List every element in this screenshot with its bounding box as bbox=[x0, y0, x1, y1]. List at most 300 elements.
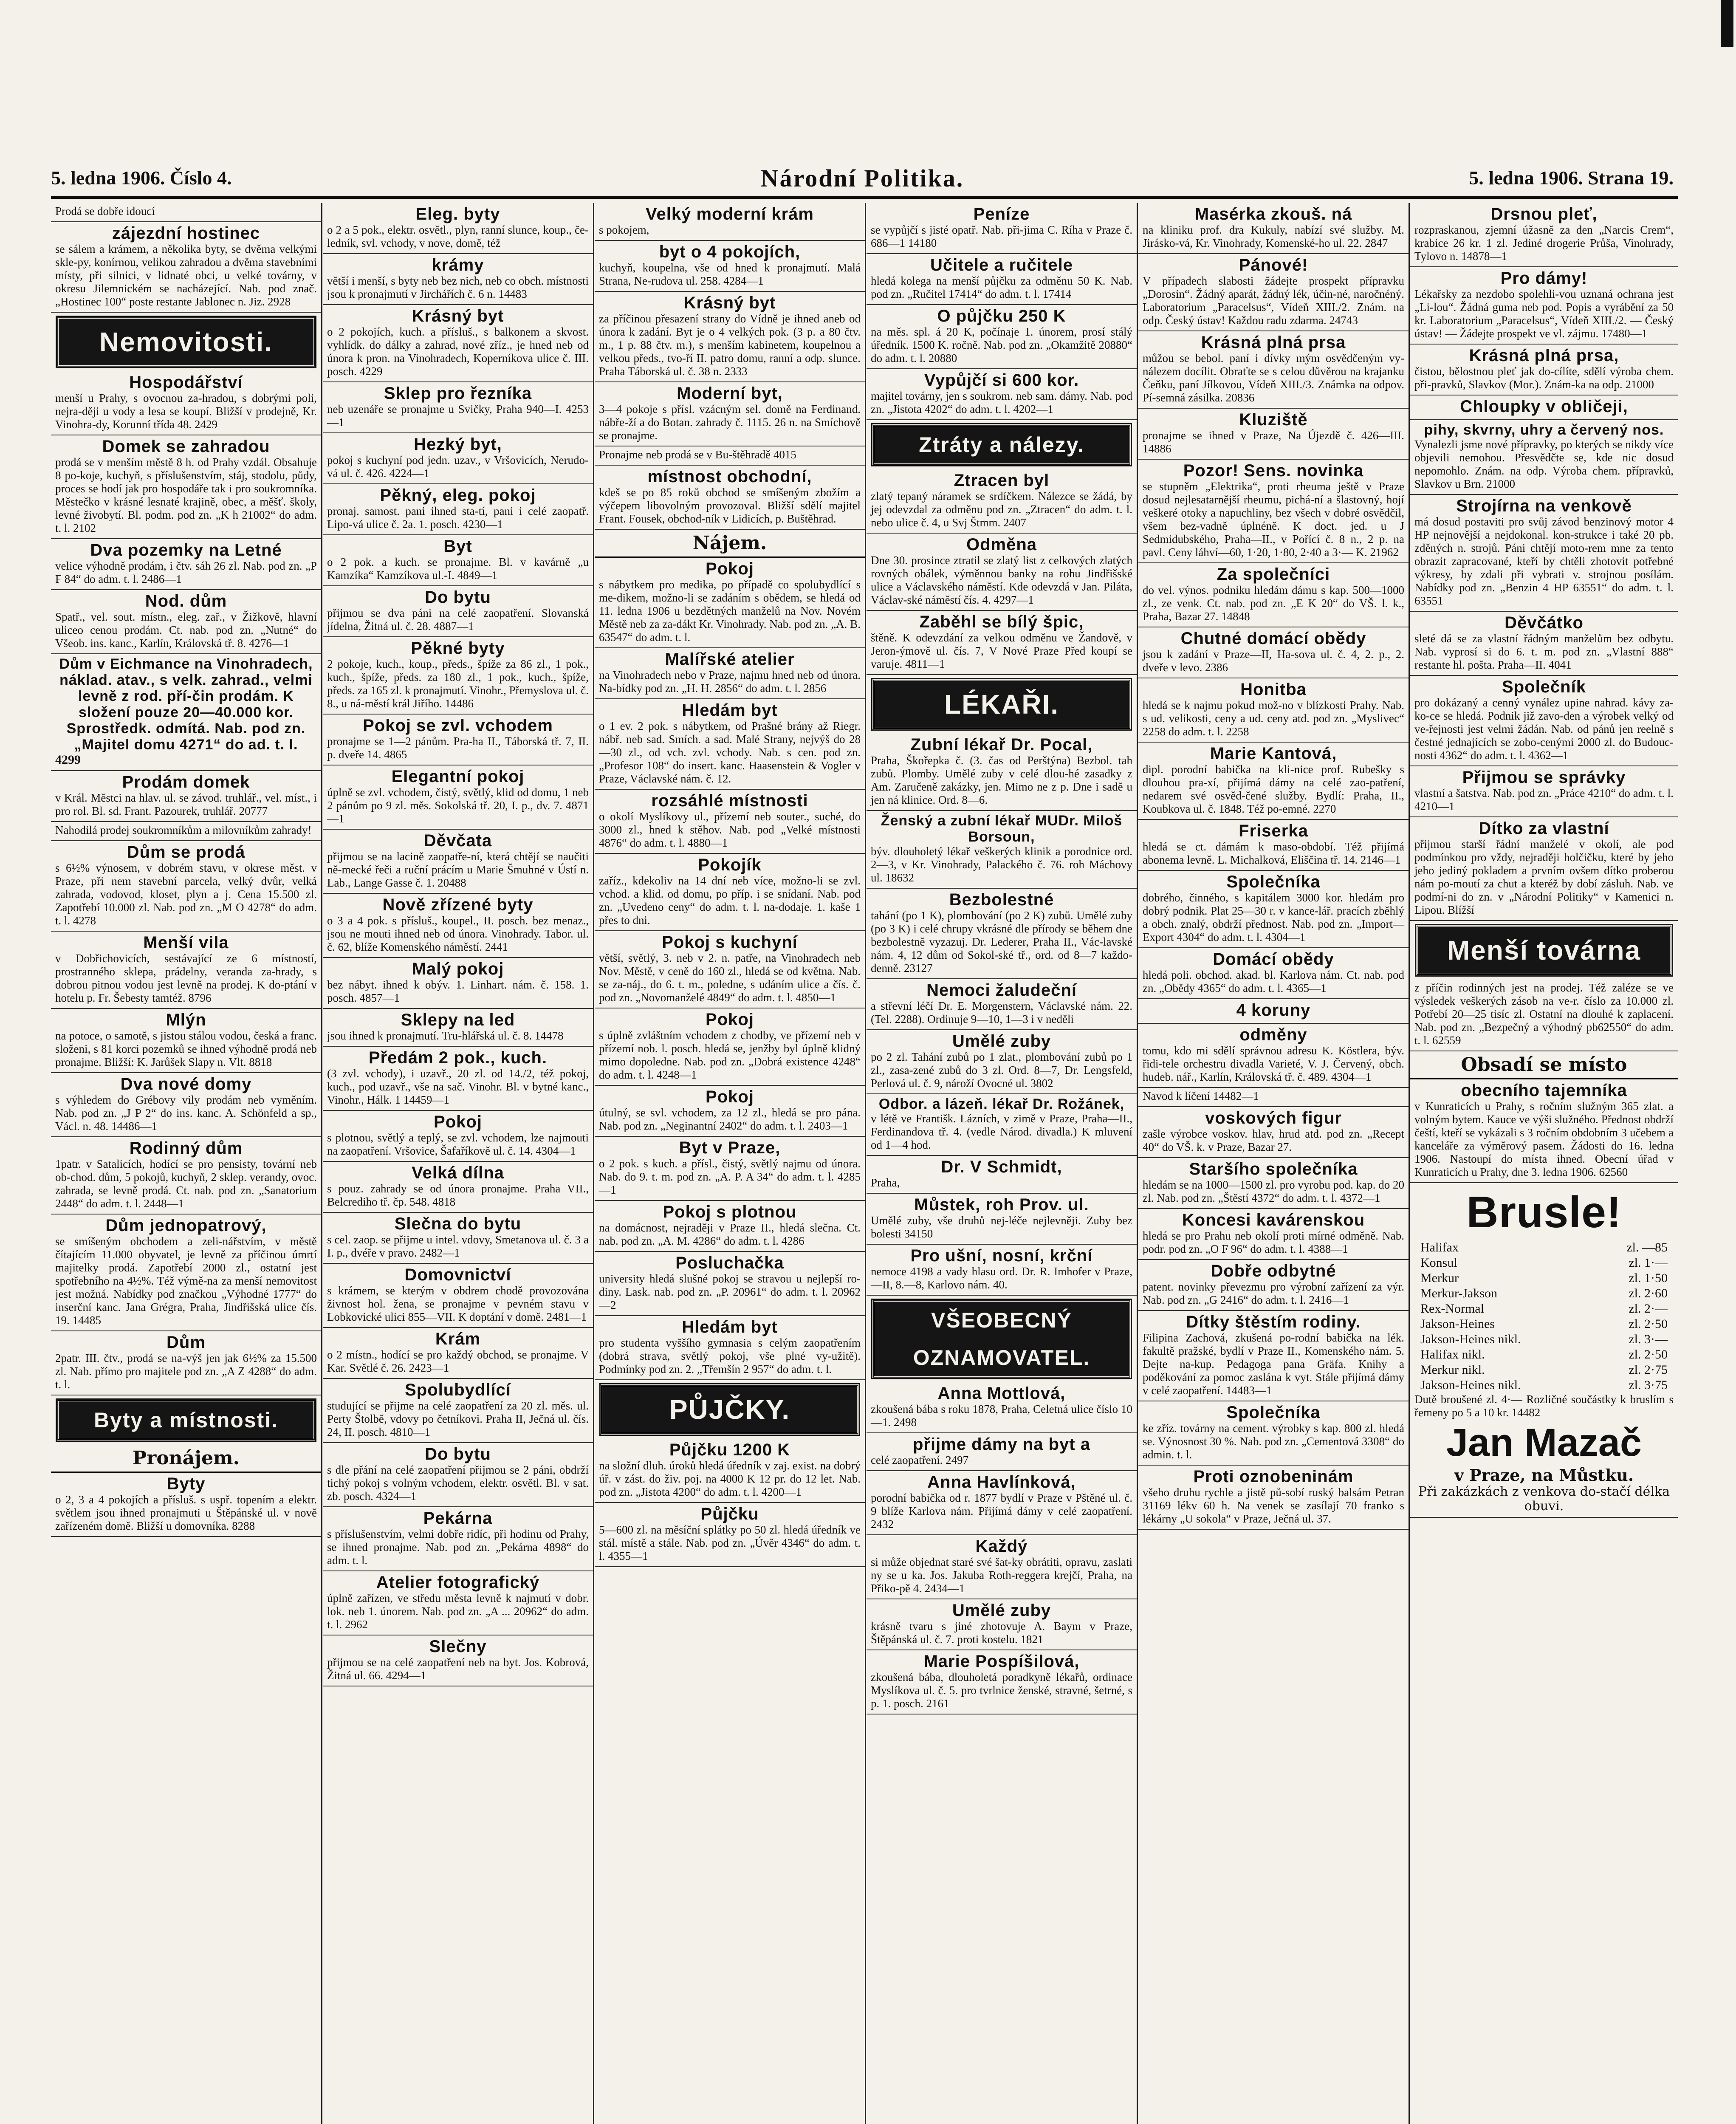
classified-ad bbox=[51, 654, 321, 771]
ad-title: Společníka bbox=[1226, 1403, 1321, 1422]
ad-title: Mlýn bbox=[166, 1011, 206, 1029]
ad-body: bez nábyt. ihned k obýv. 1. Linhart. nám. č. 158. 1. posch. 4857—1 bbox=[327, 978, 589, 1004]
ad-body: na potoce, o samotě, s jistou stálou vodou, česká a franc. složeni, s 81 korci pozemků se ihned výhodně prodá neb pronajme. Bližší: K. Jarůšek Slapy n. Vlt. 8818 bbox=[55, 1029, 317, 1068]
classified-ad bbox=[51, 841, 321, 932]
ad-title: Zaběhl se bílý špic, bbox=[919, 613, 1084, 631]
ad-body: university hledá slušné pokoj se stravou u nejlepší ro-diny. Lask. nab. pod zn. „P. 20961“ do adm. t. l. 20962—2 bbox=[599, 1272, 861, 1311]
ad-title: Ztracen byl bbox=[954, 471, 1050, 490]
column-5 bbox=[1138, 203, 1410, 2124]
ad-title: Do bytu bbox=[425, 588, 491, 607]
classified-ad bbox=[51, 822, 321, 841]
ad-title: krámy bbox=[432, 256, 484, 274]
ad-body: na Vinohradech nebo v Praze, najmu hned neb od února. Na-bídky pod zn. „H. H. 2856“ do adm. t. l. 2856 bbox=[599, 669, 861, 695]
ad-body: v Král. Městci na hlav. ul. se závod. truhlář., vel. míst., i pro rol. Bl. sd. Frant. Pazourek, truhlář. 20777 bbox=[55, 791, 317, 817]
header-date-right: 5. ledna 1906. Strana 19. bbox=[1469, 167, 1674, 189]
ad-title: Krásná plná prsa, bbox=[1469, 346, 1619, 365]
brusle-title: Brusle! bbox=[1466, 1188, 1622, 1237]
ad-body: zkoušená bába, dlouholetá poradkyně lékařů, ordinace Myslíkova ul. č. 5. pro tvrlnice ženské, stravné, šetrné, s p. 1. posch. 2161 bbox=[871, 1671, 1132, 1710]
ad-body: s pouz. zahrady se od února pronajme. Praha VII., Belcrediho tř. čp. 548. 4818 bbox=[327, 1182, 589, 1208]
classified-columns bbox=[51, 203, 1678, 2124]
section-banner: LÉKAŘI. bbox=[872, 679, 1131, 729]
ad-title: Dům v Eichmance na Vinohradech, náklad. atav., s velk. zahrad., velmi levně z rod. pří-čin prodám. K složení pouze 20—40.000 kor. Sprostředk. odmítá. Nab. pod zn. „Majitel domu 4271“ do ad. t. l. bbox=[59, 656, 313, 753]
classified-ad bbox=[1138, 1088, 1409, 1107]
classified-ad bbox=[595, 1201, 865, 1252]
classified-ad bbox=[323, 305, 593, 382]
classified-ad bbox=[323, 637, 593, 715]
classified-ad bbox=[323, 1443, 593, 1507]
ad-body: úplně se zvl. vchodem, čistý, světlý, klid od domu, 1 neb 2 pánům po 9 zl. měs. Sokolská tř. 20, I. p., dv. 7. 4871—1 bbox=[327, 786, 589, 825]
price-unit: zl. bbox=[1629, 1332, 1641, 1346]
ad-body: 5—600 zl. na měsíční splátky po 50 zl. hledá úředník ve stál. místě a stále. Nab. pod zn. „Úvěr 4346“ do adm. t. l. 4355—1 bbox=[599, 1523, 861, 1562]
ad-body: o 1 ev. 2 pok. s nábytkem, od Prašné brány až Riegr. nábř. neb sad. Smích. a sad. Malé Strany, nejvýš do 28—30 zl., od vch. zvl. vchody. Nab. s cen. pod zn. „Profesor 108“ do insert. kanc. Haasenstein & Vogler v Praze, Václavské nám. č. 12. bbox=[599, 720, 861, 785]
ad-body: s příslušenstvím, velmi dobře ridíc, při hodinu od Prahy, se ihned pronajme. Nab. pod zn. „Pekárna 4898“ do adm. t. l. bbox=[327, 1528, 589, 1567]
ad-title: Pokoj bbox=[434, 1113, 482, 1131]
classified-ad bbox=[595, 382, 865, 446]
column-3 bbox=[595, 203, 866, 2124]
ad-body: pronajme se ihned v Praze, Na Újezdě č. 426—III. 14886 bbox=[1143, 429, 1404, 455]
ad-body: o 2 a 5 pok., elektr. osvětl., plyn, ranní slunce, koup., če-ledník, svl. vchody, v nove, domě, též bbox=[327, 223, 589, 249]
ad-body: rozpraskanou, zjemní úžasně za den „Narcis Crem“, krabice 26 kr. 1 zl. Jediné drogerie Průša, Vinohrady, Tylovo n. 14878—1 bbox=[1414, 223, 1674, 263]
classified-ad bbox=[51, 590, 321, 654]
ad-title: Hledám byt bbox=[682, 1318, 778, 1336]
ad-body: na měs. spl. á 20 K, počínaje 1. únorem, prosí stálý úředník. 1500 K. ročně. Nab. pod zn. „Okamžitě 20880“ do adm. t. l. 20880 bbox=[871, 325, 1132, 364]
ad-title: Do bytu bbox=[425, 1445, 491, 1463]
price-row bbox=[1414, 1301, 1674, 1316]
classified-ad bbox=[595, 648, 865, 699]
ad-title: Eleg. byty bbox=[415, 205, 500, 223]
ad-body: hledá kolega na menší půjčku za odměnu 50 K. Nab. pod zn. „Ručitel 17414“ do adm. t. l. 17414 bbox=[871, 274, 1132, 300]
ad-title: Přijmou se správky bbox=[1462, 768, 1626, 787]
ad-body: zašle výrobce voskov. hlav, hrud atd. pod zn. „Recept 40“ do VŠ. k. v Praze, Bazar 27. bbox=[1143, 1127, 1404, 1153]
ad-body: v Dobřichovicích, sestávající ze 6 místností, prostranného sklepa, prádelny, veranda za-hrady, s dobrou pitnou vodou jest levně na prodej. K do-ptání v hotelu p. Fr. Šebesty tamtéž. 8796 bbox=[55, 952, 317, 1004]
ad-body: pronajme se 1—2 pánům. Pra-ha II., Táborská tř. 7, II. p. dveře 14. 4865 bbox=[327, 735, 589, 761]
ad-body: patent. novinky převezmu pro výrobní zařízení za výr. Nab. pod zn. „G 2416“ do adm. t. l. 2416—1 bbox=[1143, 1280, 1404, 1306]
ad-body: z příčin rodinných jest na prodej. Též zaléze se ve výsledek veškerých zásob na ve-r. číslo za 10.000 zl. Potřebí 20—25 tisíc zl. Ostatní na dlouhé k zaplacení. Nab. pod zn. „Bezpečný a výhodný pb62550“ do adm. t. l. 62559 bbox=[1414, 981, 1674, 1047]
classified-ad bbox=[1410, 766, 1678, 817]
ad-title: Malířské atelier bbox=[665, 650, 795, 669]
ad-title: Anna Mottlová, bbox=[937, 1384, 1066, 1403]
ad-body: Praha, bbox=[871, 1176, 900, 1189]
classified-ad bbox=[595, 1008, 865, 1086]
ad-title: Byt v Praze, bbox=[679, 1138, 781, 1157]
ad-body: o 2 místn., hodící se pro každý obchod, se pronajme. V Kar. Světlé č. 26. 2423—1 bbox=[327, 1348, 589, 1374]
classified-ad bbox=[323, 1571, 593, 1635]
ad-title: Dům jednopatrový, bbox=[105, 1216, 267, 1235]
classified-ad bbox=[1410, 345, 1678, 395]
classified-ad bbox=[1138, 678, 1409, 743]
classified-ad bbox=[1138, 1209, 1409, 1260]
ad-title: pihy, skvrny, uhry a červený nos. bbox=[1424, 422, 1664, 438]
ad-body: 3—4 pokoje s přísl. vzácným sel. domě na Ferdinand. nábře-ží a do Botan. zahrady č. 1115. 26 n. na Smíchově se pronajme. bbox=[599, 403, 861, 442]
price-item-name: Merkur bbox=[1420, 1271, 1459, 1285]
ad-body: za příčinou přesazení strany do Vídně je ihned aneb od února k zadání. Byt je o 4 velkých pok. (3 p. a 80 čtv. m., 1 p. 88 čtv. m.), s menším kabinetem, koupelnou a velkou předs., tvo-ří II. patro domu, ranní a odp. slunce. Praha Táborská ul. č. 38 n. 2333 bbox=[599, 312, 861, 378]
ad-title: Společníka bbox=[1226, 873, 1321, 891]
page-header bbox=[51, 164, 1674, 196]
section-banner: Menší továrna bbox=[1416, 925, 1672, 975]
ad-title: místnost obchodní, bbox=[647, 467, 812, 486]
ad-title: Atelier fotografický bbox=[376, 1573, 540, 1592]
ad-body: jsou ihned k pronajmutí. Tru-hlářská ul. č. 8. 14478 bbox=[327, 1029, 564, 1042]
price-row bbox=[1414, 1362, 1674, 1378]
classified-ad bbox=[323, 894, 593, 958]
classified-ad bbox=[1138, 1401, 1409, 1466]
classified-ad bbox=[595, 241, 865, 292]
ad-title: Koncesi kavárenskou bbox=[1182, 1211, 1365, 1229]
classified-ad bbox=[1138, 1311, 1409, 1401]
classified-ad bbox=[323, 1635, 593, 1686]
classified-ad bbox=[1138, 743, 1409, 820]
classified-ad bbox=[51, 1073, 321, 1137]
ad-body: Filipina Zachová, zkušená po-rodní babička na lék. fakultě pražské, bydlí v Praze II., Komenského nám. 5. Dejte na-kup. Pedagoga pana Gräfa. Knihy a poděkování za pomoc zaslána k vyt. Stále přijímá dámy v celé zaopatření. 14483—1 bbox=[1143, 1331, 1404, 1397]
ad-body: a střevní léčí Dr. E. Morgenstern, Václavské nám. 22. (Tel. 2288). Ordinuje 9—10, 1—3 i v neděli bbox=[871, 1000, 1132, 1025]
classified-ad bbox=[867, 1650, 1137, 1714]
classified-ad bbox=[51, 435, 321, 539]
ad-body: majitel továrny, jen s soukrom. neb sam. dámy. Nab. pod zn. „Jistota 4202“ do adm. t. l. 4202—1 bbox=[871, 390, 1132, 415]
ad-body: studující se přijme na celé zaopatření za 20 zl. měs. ul. Perty Štolbě, vdovy po četníkovi. Praha II, Ječná ul. čís. 24, II. posch. 4810—1 bbox=[327, 1399, 589, 1438]
ad-title: Spolubydlící bbox=[405, 1381, 511, 1399]
ad-body: se vypůjčí s jisté opatř. Nab. při-jima C. Ríha v Praze č. 686—1 14180 bbox=[871, 223, 1132, 249]
classified-ad bbox=[1410, 1079, 1678, 1183]
classified-ad bbox=[323, 1213, 593, 1264]
ad-body: na domácnost, nejraději v Praze II., hledá slečna. Ct. nab. pod zn. „A. M. 4286“ do adm. t. l. 4286 bbox=[599, 1221, 861, 1247]
classified-ad bbox=[867, 1094, 1137, 1156]
ad-title: Učitele a ručitele bbox=[930, 256, 1073, 274]
price-row bbox=[1414, 1255, 1674, 1271]
ad-title: Malý pokoj bbox=[412, 960, 504, 978]
ad-title: Děvčata bbox=[423, 831, 492, 850]
classified-ad bbox=[867, 1471, 1137, 1535]
classified-ad bbox=[1138, 1158, 1409, 1209]
ad-title: Umělé zuby bbox=[952, 1601, 1051, 1620]
ad-title: Pozor! Sens. novinka bbox=[1183, 461, 1364, 480]
ad-title: Ženský a zubní lékař MUDr. Miloš Borsoun, bbox=[881, 813, 1123, 845]
classified-ad bbox=[1138, 1107, 1409, 1158]
price-row bbox=[1414, 1271, 1674, 1286]
classified-ad bbox=[1138, 203, 1409, 254]
price-item-name: Konsul bbox=[1420, 1256, 1457, 1270]
ad-title: Společník bbox=[1502, 678, 1586, 696]
ad-body: Vynalezli jsme nové přípravky, po kterých se nikdy více objevili nemohou. Přesvědčte se, kde nic dosud nepomohlo. Znám. na odp. Výroba chem. přípravků, Slavkov u Brn. 21000 bbox=[1414, 438, 1674, 490]
price-value: 2·60 bbox=[1644, 1286, 1668, 1300]
ad-body: s pokojem, bbox=[599, 223, 649, 236]
ad-body: na složní dluh. úroků hledá úředník v zaj. exist. na dobrý úř. v zást. do živ. poj. na 4000 K 12 pr. do 12 let. Nab. pod zn. „Jistota 4200“ do adm. t. l. 4200—1 bbox=[599, 1459, 861, 1498]
ad-body: s nábytkem pro medika, po případě co spolubydlící s me-dikem, možno-li se zadáním s obědem, se hledá od 11. ledna 1906 u bezdětných manželů na Nov. Novém Městě neb za za-dákt Kr. Vinohrady. Nab. pod zn. „A. B. 63547“ do adm. t. l. bbox=[599, 578, 861, 644]
ad-title: Domácí obědy bbox=[1213, 950, 1334, 969]
classified-ad bbox=[1138, 331, 1409, 409]
ad-body: 1patr. v Satalicích, hodící se pro pensisty, tovární neb ob-chod. dům, 5 pokojů, kuchyň, 2 sklep. verandy, ovoc. zahrada, se levně prodá. Ct. nab. pod zn. „Sanatorium 2448“ do adm. t. l. 2448—1 bbox=[55, 1158, 317, 1210]
ad-body: zlatý tepaný náramek se srdíčkem. Nálezce se žádá, by jej odevzdal za odměnu pod zn. „Ztracen“ do adm. t. l. nebo ulice č. 4, u Svj Štmm. 2407 bbox=[871, 490, 1132, 529]
ad-body: s krámem, se kterým v obdrem chodě provozována živnost hol. žena, se pronajme v pevném stavu v Lobkovické ulici 855—VII. K doptání v domě. 2481—1 bbox=[327, 1284, 589, 1323]
classified-ad bbox=[323, 254, 593, 305]
masthead: Národní Politika. bbox=[760, 164, 964, 192]
ad-title: Předám 2 pok., kuch. bbox=[368, 1048, 548, 1067]
classified-ad bbox=[323, 1379, 593, 1443]
price-value: 2·50 bbox=[1644, 1347, 1668, 1361]
price-unit: zl. bbox=[1629, 1378, 1641, 1392]
ad-body: Umělé zuby, vše druhů nej-léče nejlevněji. Zuby bez bolesti 34150 bbox=[871, 1214, 1132, 1240]
price-unit: zl. bbox=[1626, 1240, 1639, 1254]
brusle-ad bbox=[1410, 1183, 1678, 1518]
ad-title: Krám bbox=[435, 1330, 481, 1348]
classified-ad bbox=[323, 382, 593, 433]
ad-title: Chloupky v obličeji, bbox=[1460, 397, 1628, 416]
ad-title: Krásný byt bbox=[683, 294, 776, 312]
ad-title: Pro dámy! bbox=[1500, 269, 1588, 288]
brusle-price-list bbox=[1414, 1240, 1674, 1393]
classified-ad bbox=[323, 1009, 593, 1047]
brusle-footer: Dutě broušené zl. 4·— Rozličné součástky k bruslím s řemeny po 5 a 10 kr. 14482 bbox=[1414, 1393, 1674, 1419]
price-item-name: Jakson-Heines nikl. bbox=[1420, 1332, 1521, 1346]
price-value: 2·— bbox=[1644, 1302, 1668, 1316]
ad-title: Dva pozemky na Letné bbox=[90, 541, 282, 559]
classified-ad bbox=[1410, 676, 1678, 766]
ad-body: se sálem a krámem, a několika byty, se dvěma velkými skle-py, konírnou, velikou zahradou a dvěma stavebními místy, při silnici, v lidnaté obci, u velké továrny, v okresu Jilemnickém se nacházející. Nab. pod znač. „Hostinec 100“ poste restante Jablonec n. Jiz. 2928 bbox=[55, 243, 317, 308]
header-date-left: 5. ledna 1906. Číslo 4. bbox=[51, 167, 232, 189]
classified-ad bbox=[867, 889, 1137, 979]
ad-body: hledá se k najmu pokud mož-no v blízkosti Prahy. Nab. s ud. velikosti, ceny a ud. ceny atd. pod zn. „Myslivec“ 2258 do adm. t. l. 2258 bbox=[1143, 699, 1404, 738]
ad-title: Vypůjčí si 600 kor. bbox=[924, 371, 1079, 390]
ad-title: odměny bbox=[1239, 1025, 1307, 1044]
classified-ad bbox=[867, 1599, 1137, 1650]
ad-title: Dítko za vlastní bbox=[1479, 819, 1609, 838]
classified-ad bbox=[595, 1252, 865, 1316]
classified-ad bbox=[51, 371, 321, 435]
ad-body: krásně tvaru s jiné zhotovuje A. Baym v Praze, Štěpánská ul. č. 7. proti kostelu. 1821 bbox=[871, 1620, 1132, 1646]
ad-title: Posluchačka bbox=[675, 1254, 784, 1272]
classified-ad bbox=[867, 369, 1137, 420]
ad-body: V případech slabosti žádejte prospekt přípravku „Dorosin“. Žádný aparát, žádný lék, účin-né, naročnéný. Laboratorium „Paracelsus“, Vídeň XIII./2. Znám. na odp. Český ústav! Každou radu zdarma. 24743 bbox=[1143, 274, 1404, 327]
price-unit: zl. bbox=[1629, 1286, 1641, 1300]
ad-title: Krásná plná prsa bbox=[1201, 333, 1346, 352]
ad-title: Sklep pro řezníka bbox=[384, 384, 532, 403]
ad-body: Nahodilá prodej soukromníkům a milovníkům zahrady! bbox=[55, 824, 312, 836]
classified-ad bbox=[1138, 627, 1409, 678]
seller-note: Při zakázkách z venkova do-stačí délka obuvi. bbox=[1418, 1484, 1670, 1514]
ad-title: Pokoj se zvl. vchodem bbox=[363, 716, 553, 735]
ad-body: menší u Prahy, s ovocnou za-hradou, s dobrými poli, nejra-ději u vody a lesa se koupí. Bližší v prodejně, Kr. Vinohra-dy, Korunní třída 48. 2429 bbox=[55, 392, 317, 431]
ad-title: Za společníci bbox=[1217, 565, 1330, 584]
ad-body: přijmou starší řádní manželé v okolí, ale pod podmínkou pro vždy, nejraději holčičku, které by jeho jeho jediný pokladem a prvním ovšem dítko proberou nám po-moutí za chut a kteréž by dobí zásluh. Nab. ve podmí-ni do zn. v „Národní Politiky“ v Kamenici n. Lipou. Blížší bbox=[1414, 838, 1674, 916]
section-heading: Obsadí se místo bbox=[1410, 1051, 1678, 1079]
price-row bbox=[1414, 1332, 1674, 1347]
classified-ad bbox=[1410, 495, 1678, 612]
section-banner: Ztráty a nálezy. bbox=[872, 424, 1131, 465]
classified-ad bbox=[1410, 612, 1678, 676]
seller-place: v Praze, na Můstku. bbox=[1454, 1466, 1634, 1485]
classified-ad bbox=[51, 203, 321, 222]
ad-body: čistou, bělostnou pleť jak do-cílíte, sdělí výroba chem. při-pravků, Slavkov (Mor.). Znám-ka na odp. 21000 bbox=[1414, 365, 1674, 391]
ad-body: Prodá se dobře idoucí bbox=[55, 205, 155, 217]
ad-body: má dosud postaviti pro svůj závod benzinový motor 4 HP nejnovější a nejdokonal. kon-strukce i také 20 pb. zděných n. strojů. Páni chtějí moto-rem mne za tento obrazit zapracované, kteří by chtěli zhotovit potřebné výkresy, by zdali při vybrati v. strojnou posílám. Nabídky pod zn. „Benzin 4 HP 63551“ do adm. t. l. 63551 bbox=[1414, 515, 1674, 607]
classified-ad bbox=[867, 811, 1137, 889]
price-unit: zl. bbox=[1629, 1317, 1641, 1331]
ad-title: Velký moderní krám bbox=[646, 205, 814, 223]
ad-title: Pro ušní, nosní, krční bbox=[910, 1246, 1093, 1265]
ad-body: v Kunraticích u Prahy, s ročním služným 365 zlat. a volným bytem. Kauce ve výši služného. Přednost obdrží čeští, kteří se vykázali s 3 ročním obdobním 3 učebem a kanceláře za výměrový pasem. Žádosti do 16. ledna 1906. Nastoupí do místa ihned. Obecní úřad v Kunraticích u Prahy, dne 3. ledna 1906. 62560 bbox=[1414, 1100, 1674, 1178]
ad-title: Byty bbox=[167, 1474, 206, 1493]
classified-ad bbox=[323, 1162, 593, 1213]
ad-title: voskových figur bbox=[1205, 1109, 1342, 1127]
ad-body: s úplně zvláštním vchodem z chodby, ve přízemí neb v přízemí nob. l. posch. hledá se, jenžby byl úplně klidný mimo dopoledne. Nab. pod zn. „Dobrá existence 4248“ do adm. t. l. 4248—1 bbox=[599, 1029, 861, 1081]
classified-ad bbox=[595, 1316, 865, 1380]
ad-body: na kliniku prof. dra Kukuly, nabízí své služby. M. Jirásko-vá, Kr. Vinohrady, Komenské-ho ul. 22. 2847 bbox=[1143, 223, 1404, 249]
ad-body: s dle přání na celé zaopatření přijmou se 2 páni, obdrží tichý pokoj s volným vchodem, elektr. osvětl. Bl. v sat. zb. posch. 4324—1 bbox=[327, 1463, 589, 1503]
classified-ad bbox=[1138, 871, 1409, 948]
classified-ad bbox=[867, 1245, 1137, 1296]
ad-title: Staršího společníka bbox=[1189, 1160, 1358, 1178]
section-banner: Nemovitosti. bbox=[57, 317, 315, 367]
ad-title: Pokojík bbox=[698, 856, 762, 874]
ad-body: pokoj s kuchyní pod jedn. uzav., v Vršovicích, Nerudo-vá ul. č. 426. 4224—1 bbox=[327, 454, 589, 480]
classified-ad bbox=[323, 765, 593, 830]
ad-body: Navod k líčení 14482—1 bbox=[1143, 1090, 1259, 1102]
classified-ad bbox=[323, 958, 593, 1009]
classified-ad bbox=[595, 854, 865, 931]
classified-ad bbox=[51, 1009, 321, 1073]
ad-title: Můstek, roh Prov. ul. bbox=[914, 1195, 1089, 1214]
ad-title: Velká dílna bbox=[412, 1164, 504, 1182]
classified-ad bbox=[323, 203, 593, 254]
classified-ad bbox=[867, 1194, 1137, 1245]
ad-title: Půjčku 1200 K bbox=[669, 1440, 790, 1459]
ad-title: Masérka zkouš. ná bbox=[1194, 205, 1352, 223]
ad-title: Krásný byt bbox=[412, 307, 504, 325]
ad-body: celé zaopatření. 2497 bbox=[871, 1454, 969, 1466]
column-1 bbox=[51, 203, 322, 2124]
ad-body: hledá se ct. dámám k maso-období. Též přijímá abonema levně. L. Michalková, Eliščina tř. 14. 2146—1 bbox=[1143, 840, 1404, 866]
ad-title: Rodinný dům bbox=[129, 1139, 243, 1158]
price-item-name: Merkur-Jakson bbox=[1420, 1286, 1498, 1300]
ad-body: ke zříz. továrny na cement. výrobky s kap. 800 zl. hledá se. Výnosnost 30 %. Nab. pod zn. „Cementová 3308“ do admin. t. l. bbox=[1143, 1422, 1404, 1461]
ad-title: Domovnictví bbox=[404, 1265, 511, 1284]
classified-ad bbox=[1138, 820, 1409, 871]
ad-title: Hledám byt bbox=[682, 701, 778, 720]
scan-marker bbox=[1721, 0, 1733, 47]
seller-name: Jan Mazač bbox=[1446, 1421, 1642, 1464]
ad-title: Nově zřízené byty bbox=[382, 895, 534, 914]
ad-title: Elegantní pokoj bbox=[391, 767, 525, 786]
price-item-name: Rex-Normal bbox=[1420, 1302, 1484, 1316]
section-banner: Byty a místnosti. bbox=[57, 1400, 315, 1440]
ad-title: Umělé zuby bbox=[952, 1032, 1051, 1051]
price-value: 3·— bbox=[1644, 1332, 1668, 1346]
ad-body: s plotnou, světlý a teplý, se zvl. vchodem, lze najmouti na zaopatření. Vršovice, Šafaříkově ul. č. 14. 4304—1 bbox=[327, 1131, 589, 1157]
price-value: 1·50 bbox=[1644, 1271, 1668, 1285]
price-value: —85 bbox=[1642, 1240, 1668, 1254]
ad-body: nemoce 4198 a vady hlasu ord. Dr. R. Imhofer v Praze, —II, 8.—8, Karlovo nám. 40. bbox=[871, 1265, 1132, 1291]
classified-ad bbox=[323, 433, 593, 484]
classified-ad bbox=[867, 203, 1137, 254]
classified-ad bbox=[595, 1137, 865, 1201]
ad-body: s 6½% výnosem, v dobrém stavu, v okrese měst. v Praze, při nem stavební parcela, velký dvůr, velká zahrada, vodovod, kloset, plyn a j. Cena 15.500 zl. Zapotřebí 10.000 zl. Nab. pod zn. „M O 4278“ do adm. t. l. 4278 bbox=[55, 861, 317, 927]
ad-title: Nod. dům bbox=[145, 592, 227, 610]
ad-body: můžou se bebol. paní i dívky mým osvědčeným vy-nálezem docílit. Obraťte se s celou důvěrou na krajanku Čeňku, paní Jílkovou, Vídeň XIII./3. Známka na odpov. Pí-semná zásilka. 20836 bbox=[1143, 352, 1404, 404]
ad-body: přijmou se na lacině zaopatře-ní, která chtějí se naučiti ně-mecké řeči a ruční prácím u Marie Šmuhné v Ústí n. Lab., Lange Gasse č. 1. 20488 bbox=[327, 850, 589, 889]
classified-ad bbox=[1138, 460, 1409, 563]
ad-title: Bezbolestné bbox=[949, 890, 1054, 909]
price-unit: zl. bbox=[1629, 1302, 1641, 1316]
classified-ad bbox=[51, 932, 321, 1009]
ad-body: s cel. zaop. se přijme u intel. vdovy, Smetanova ul. č. 3 a I. p., dvéře v pravo. 2482—1 bbox=[327, 1233, 589, 1259]
price-row bbox=[1414, 1286, 1674, 1301]
classified-ad bbox=[867, 534, 1137, 611]
classified-ad bbox=[867, 1030, 1137, 1094]
column-6 bbox=[1410, 203, 1678, 2124]
classified-ad bbox=[323, 1047, 593, 1111]
ad-title: Dům bbox=[167, 1333, 206, 1352]
ad-body: vlastní a šatstva. Nab. pod zn. „Práce 4210“ do adm. t. l. 4210—1 bbox=[1414, 787, 1674, 813]
ad-title: Prodám domek bbox=[122, 773, 250, 791]
classified-ad bbox=[51, 1331, 321, 1395]
ad-body: 2 pokoje, kuch., koup., předs., špíže za 86 zl., 1 pok., kuch., špíže, předs. za 180 zl., 1 pok., kuch., špíže, předs. za 165 zl. k pronajmutí. Vinohr., Přemyslova ul. č. 8., u ná-městí král Jiřího. 14486 bbox=[327, 658, 589, 710]
classified-ad bbox=[323, 1264, 593, 1328]
ad-body: (3 zvl. vchody), i uzavř., 20 zl. od 14./2, též pokoj, kuch., pod uzavř., vše na sač. Vinohr. Bl. v bytné kanc., Vinohr., Hálk. 1 14459—1 bbox=[327, 1067, 589, 1106]
ad-body: hledám se na 1000—1500 zl. pro vyrobu pod. kap. do 20 zl. Nab. pod zn. „Štěstí 4372“ do adm. t. l. 4372—1 bbox=[1143, 1178, 1404, 1204]
classified-ad bbox=[867, 254, 1137, 305]
ad-body: o 2 pok. s kuch. a přísl., čistý, světlý najmu od února. Nab. do 9. t. m. pod zn. „A. P. A 34“ do adm. t. l. 4285—1 bbox=[599, 1157, 861, 1196]
section-heading: Nájem. bbox=[595, 530, 865, 558]
ad-title: Pokoj bbox=[706, 1087, 754, 1106]
price-row bbox=[1414, 1316, 1674, 1332]
ad-body: tahání (po 1 K), plombování (po 2 K) zubů. Umělé zuby (po 3 K) i celé chrupy vkrásné dle přírody se během dne bezbolestně vyzazuj. Dr. Lederer, Praha II., Vác-lavské nám. 4, 12 dům od Sokol-ské tř., ord. od 8—7 každo-denně. 23127 bbox=[871, 909, 1132, 974]
ad-title: Drsnou pleť, bbox=[1490, 205, 1598, 223]
classified-ad bbox=[1410, 267, 1678, 345]
ad-body: tomu, kdo mi sdělí správnou adresu K. Köstlera, býv. řidi-tele orchestru divadla Varieté, V. J. Červený, obch. hudeb. nář., Karlín, Královská tř. č. 489. 4304—1 bbox=[1143, 1044, 1404, 1083]
ad-title: Děvčátko bbox=[1505, 613, 1584, 632]
ad-body: Praha, Škořepka č. (3. čas od Perštýna) Bezbol. tah zubů. Plomby. Umělé zuby v celé dlou-hé zasadky z Am. Zaručeně zakázky, jen. Mimo ne z p. Dne i sadě u jen ná klinice. Ord. 8—6. bbox=[871, 754, 1132, 806]
ad-body: o 2 pok. a kuch. se pronajme. Bl. v kavárně „u Kamzíka“ Kamzíkova ul.-I. 4849—1 bbox=[327, 556, 589, 582]
ad-title: 4 koruny bbox=[1236, 1001, 1311, 1020]
ad-body: jsou k zadání v Praze—II, Ha-sova ul. č. 4, 2. p., 2. dveře v levo. 2386 bbox=[1143, 648, 1404, 674]
classified-ad bbox=[1138, 1024, 1409, 1088]
ad-title: Marie Pospíšilová, bbox=[923, 1652, 1080, 1671]
ad-title: Pokoj bbox=[706, 1010, 754, 1029]
ad-title: Pokoj bbox=[706, 559, 754, 578]
price-row bbox=[1414, 1347, 1674, 1362]
ad-body: velice výhodně prodám, i čtv. sáh 26 zl. Nab. pod zn. „P F 84“ do adm. t. l. 2486—1 bbox=[55, 559, 317, 585]
classified-ad bbox=[867, 305, 1137, 369]
ad-body: neb uzenáře se pronajme u Svičky, Praha 940—I. 4253—1 bbox=[327, 403, 589, 429]
ad-title: Slečny bbox=[429, 1637, 487, 1656]
price-value: 3·75 bbox=[1644, 1378, 1668, 1392]
ad-body: dobrého, činného, s kapitálem 3000 kor. hledám pro dobrý podnik. Plat 25—30 r. v kance-lář. pracích zběhlý a obch. znalý, obdrží přednost. Nab. pod zn. „Import—Export 4304“ do adm. t. l. 4304—1 bbox=[1143, 891, 1404, 943]
ad-title: Dobře odbytné bbox=[1211, 1262, 1336, 1280]
ad-title: Peníze bbox=[973, 205, 1030, 223]
classified-ad bbox=[595, 1439, 865, 1503]
ad-title: Každý bbox=[975, 1537, 1028, 1556]
ad-body: kdeš se po 85 roků obchod se smíšeným zbožím a výčepem libovolným provozoval. Bližší sdělí majitel Frant. Fousek, obchod-ník v Lidicích, p. Buštěhrad. bbox=[599, 486, 861, 525]
ad-title: Moderní byt, bbox=[677, 384, 783, 403]
ad-title: Dr. V Schmidt, bbox=[941, 1158, 1062, 1176]
column-4 bbox=[867, 203, 1138, 2124]
ad-body: prodá se v menším městě 8 h. od Prahy vzdál. Obsahuje 8 po-koje, kuchyň, s příslušenstvím, stáj, stodolu, půdy, proces se hodí jak pro hospodáře tak i pro soukromníka. Městečko v krásné lesnaté krajině, obec, a měšť. školy, levné živobytí. Bl. podm. pod zn. „K h 21002“ do adm. t. l. 2102 bbox=[55, 456, 317, 534]
ad-title: Půjčku bbox=[700, 1505, 759, 1523]
classified-ad bbox=[323, 1328, 593, 1379]
classified-ad bbox=[1410, 980, 1678, 1051]
classified-ad bbox=[51, 1215, 321, 1331]
classified-ad bbox=[867, 1382, 1137, 1433]
ad-title: Kluziště bbox=[1239, 410, 1308, 429]
ad-body: o 2, 3 a 4 pokojích a přísluš. s uspř. topením a elektr. světlem jsou ihned pronajmuti u Štěpánské ul. v nově zařízeném domě. Bližší u domovníka. 8288 bbox=[55, 1493, 317, 1532]
price-unit: zl. bbox=[1629, 1347, 1641, 1361]
classified-ad bbox=[595, 1503, 865, 1567]
ad-body: kuchyň, koupelna, vše od hned k pronajmutí. Malá Strana, Ne-rudova ul. 258. 4284—1 bbox=[599, 261, 861, 287]
ad-body: Pronajme neb prodá se v Bu-štěhradě 4015 bbox=[599, 448, 796, 461]
classified-ad bbox=[1138, 254, 1409, 331]
section-heading: Pronájem. bbox=[51, 1445, 321, 1473]
ad-body: si může objednat staré své šat-ky obrátiti, opravu, zaslati ny se u ka. Jos. Jakuba Roth-reggera krejčí, Praha, na Přiko-pě 4. 2434—1 bbox=[871, 1556, 1132, 1595]
ad-title: Dva nové domy bbox=[120, 1075, 252, 1093]
